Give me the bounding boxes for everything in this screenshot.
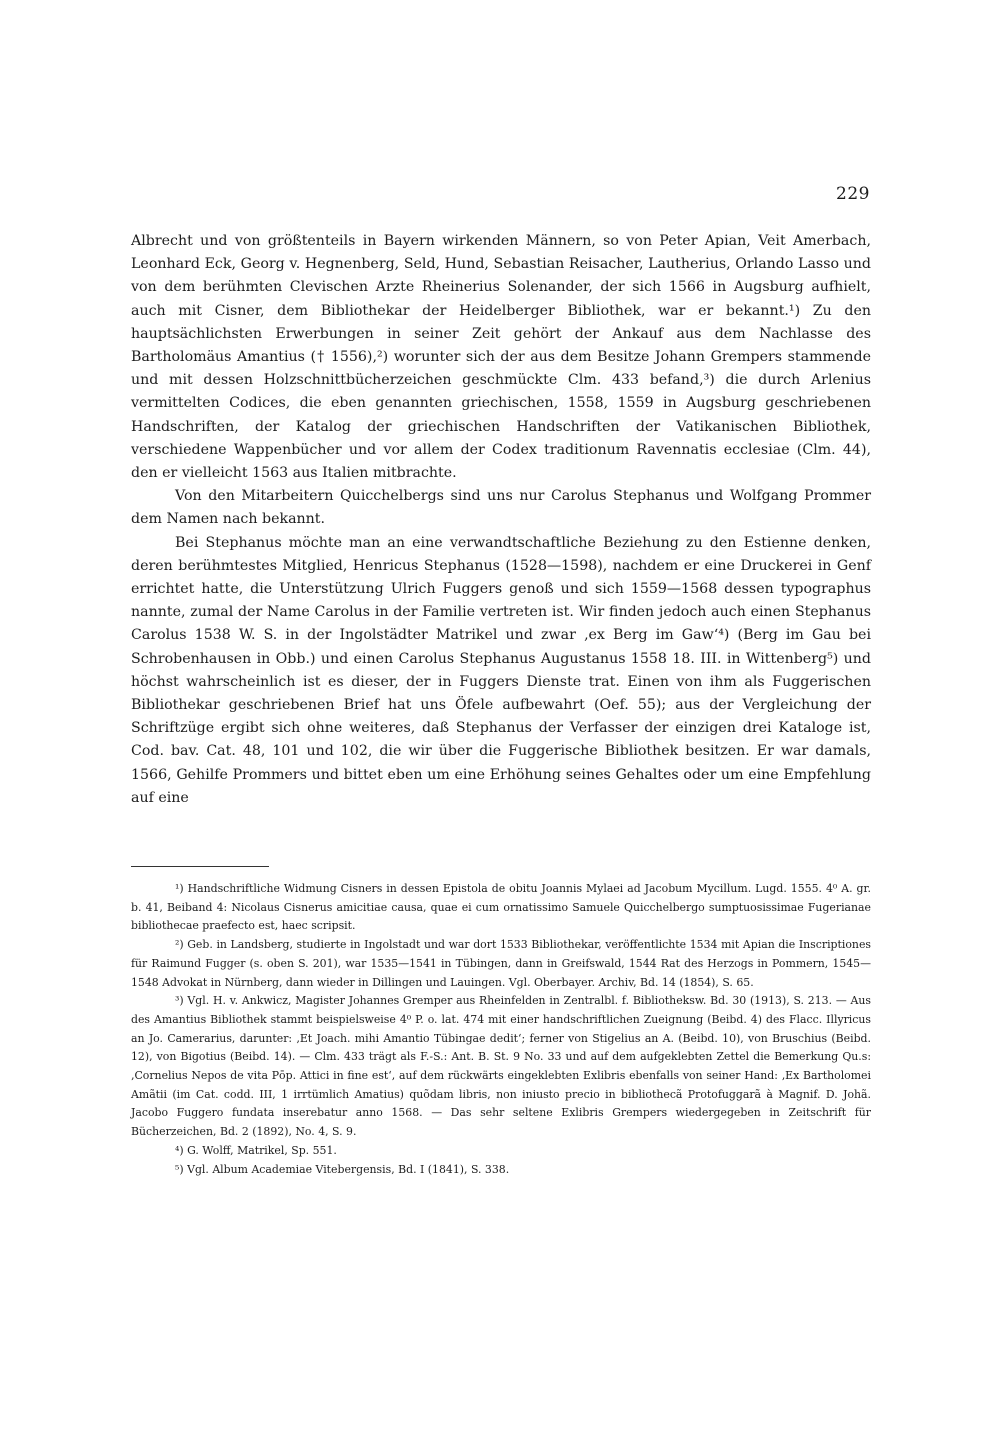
paragraph-2: Von den Mitarbeitern Quicchelbergs sind uns nur Carolus Stephanus und Wolfgang Prommer dem Namen nach bekannt. — [131, 488, 871, 528]
paragraph-1: Albrecht und von größtenteils in Bayern wirkenden Männern, so von Peter Apian, Veit Amerbach, Leonhard Eck, Georg v. Hegnenberg, Seld, Hund, Sebastian Reisacher, Lautherius, Orlando Lasso und von dem berühmten Clevischen Arzte Rheinerius Solenander, der sich 1566 in Augsburg aufhielt, auch mit Cisner, dem Bibliothekar der Heidelberger Bibliothek, war er bekannt.¹) Zu den hauptsächlichsten Erwerbungen in seiner Zeit gehört der Ankauf aus dem Nachlasse des Bartholomäus Amantius († 1556),²) worunter sich der aus dem Besitze Johann Grempers stammende und mit dessen Holzschnittbücherzeichen geschmückte Clm. 433 befand,³) die durch Arlenius vermittelten Codices, die eben genannten griechischen, 1558, 1559 in Augsburg geschriebenen Handschriften, der Katalog der griechischen Handschriften der Vatikanischen Bibliothek, verschiedene Wappenbücher und vor allem der Codex traditionum Ravennatis ecclesiae (Clm. 44), den er vielleicht 1563 aus Italien mitbrachte. — [131, 233, 871, 482]
body-text — [131, 230, 871, 810]
paragraph-3: Bei Stephanus möchte man an eine verwandtschaftliche Beziehung zu den Estienne denken, deren berühmtestes Mitglied, Henricus Stephanus (1528—1598), nachdem er eine Druckerei in Genf errichtet hatte, die Unterstützung Ulrich Fuggers genoß und sich 1559—1568 dessen typographus nannte, zumal der Name Carolus in der Familie vertreten ist. Wir finden jedoch auch einen Stephanus Carolus 1538 W. S. in der Ingolstädter Matrikel und zwar ‚ex Berg im Gaw‘⁴) (Berg im Gau bei Schrobenhausen in Obb.) und einen Carolus Stephanus Augustanus 1558 18. III. in Wittenberg⁵) und höchst wahrscheinlich ist es dieser, der in Fuggers Dienste trat. Einen von ihm als Fuggerischen Bibliothekar geschriebenen Brief hat uns Öfele aufbewahrt (Oef. 55); aus der Vergleichung der Schriftzüge ergibt sich ohne weiteres, daß Stephanus der Verfasser der einzigen drei Kataloge ist, Cod. bav. Cat. 48, 101 und 102, die wir über die Fuggerische Bibliothek besitzen. Er war damals, 1566, Gehilfe Prommers und bittet eben um eine Erhöhung seines Gehaltes oder um eine Empfehlung auf eine — [131, 534, 871, 806]
footnote-3: ³) Vgl. H. v. Ankwicz, Magister Johannes Gremper aus Rheinfelden in Zentralbl. f. Bibliotheksw. Bd. 30 (1913), S. 213. — Aus des Amantius Bibliothek stammt beispielsweise 4⁰ P. o. lat. 474 mit einer handschriftlichen Zueignung (Beibd. 4) des Flacc. Illyricus an Jo. Camerarius, darunter: ‚Et Joach. mihi Amantio Tübingae dedit‘; ferner von Stigelius an A. (Beibd. 10), von Bruschius (Beibd. 12), von Bigotius (Beibd. 14). — Clm. 433 trägt als F.-S.: Ant. B. St. 9 No. 33 und auf dem aufgeklebten Zettel die Bemerkung Qu.s: ‚Cornelius Nepos de vita Pōp. Attici in fine est‘, auf dem rückwärts eingeklebten Exlibris ebenfalls von seiner Hand: ‚Ex Bartholomei Amãtii (im Cat. codd. III, 1 irrtümlich Amatius) quõdam libris, non iniusto precio in bibliothecã Protofuggarã à Magnif. D. Johã. Jacobo Fuggero fundata inserebatur anno 1568. — Das sehr seltene Exlibris Grempers wiedergegeben in Zeitschrift für Bücherzeichen, Bd. 2 (1892), No. 4, S. 9. — [131, 994, 871, 1139]
footnotes — [131, 880, 871, 1179]
page-number: 229 — [836, 184, 870, 204]
footnote-5: ⁵) Vgl. Album Academiae Vitebergensis, Bd. I (1841), S. 338. — [175, 1162, 510, 1176]
footnote-2: ²) Geb. in Landsberg, studierte in Ingolstadt und war dort 1533 Bibliothekar, veröffentlichte 1534 mit Apian die Inscriptiones für Raimund Fugger (s. oben S. 201), war 1535—1541 in Tübingen, dann in Greifswald, 1544 Rat des Herzogs in Pommern, 1545—1548 Advokat in Nürnberg, dann wieder in Dillingen und Lauingen. Vgl. Oberbayer. Archiv, Bd. 14 (1854), S. 65. — [131, 938, 871, 989]
footnote-1: ¹) Handschriftliche Widmung Cisners in dessen Epistola de obitu Joannis Mylaei ad Jacobum Mycillum. Lugd. 1555. 4⁰ A. gr. b. 41, Beiband 4: Nicolaus Cisnerus amicitiae causa, quae ei cum ornatissimo Samuele Quicchelbergo sumptuosissimae Fugerianae bibliothecae praefecto est, haec scripsit. — [131, 882, 871, 933]
footnote-rule — [131, 866, 269, 867]
footnote-4: ⁴) G. Wolff, Matrikel, Sp. 551. — [175, 1143, 337, 1157]
